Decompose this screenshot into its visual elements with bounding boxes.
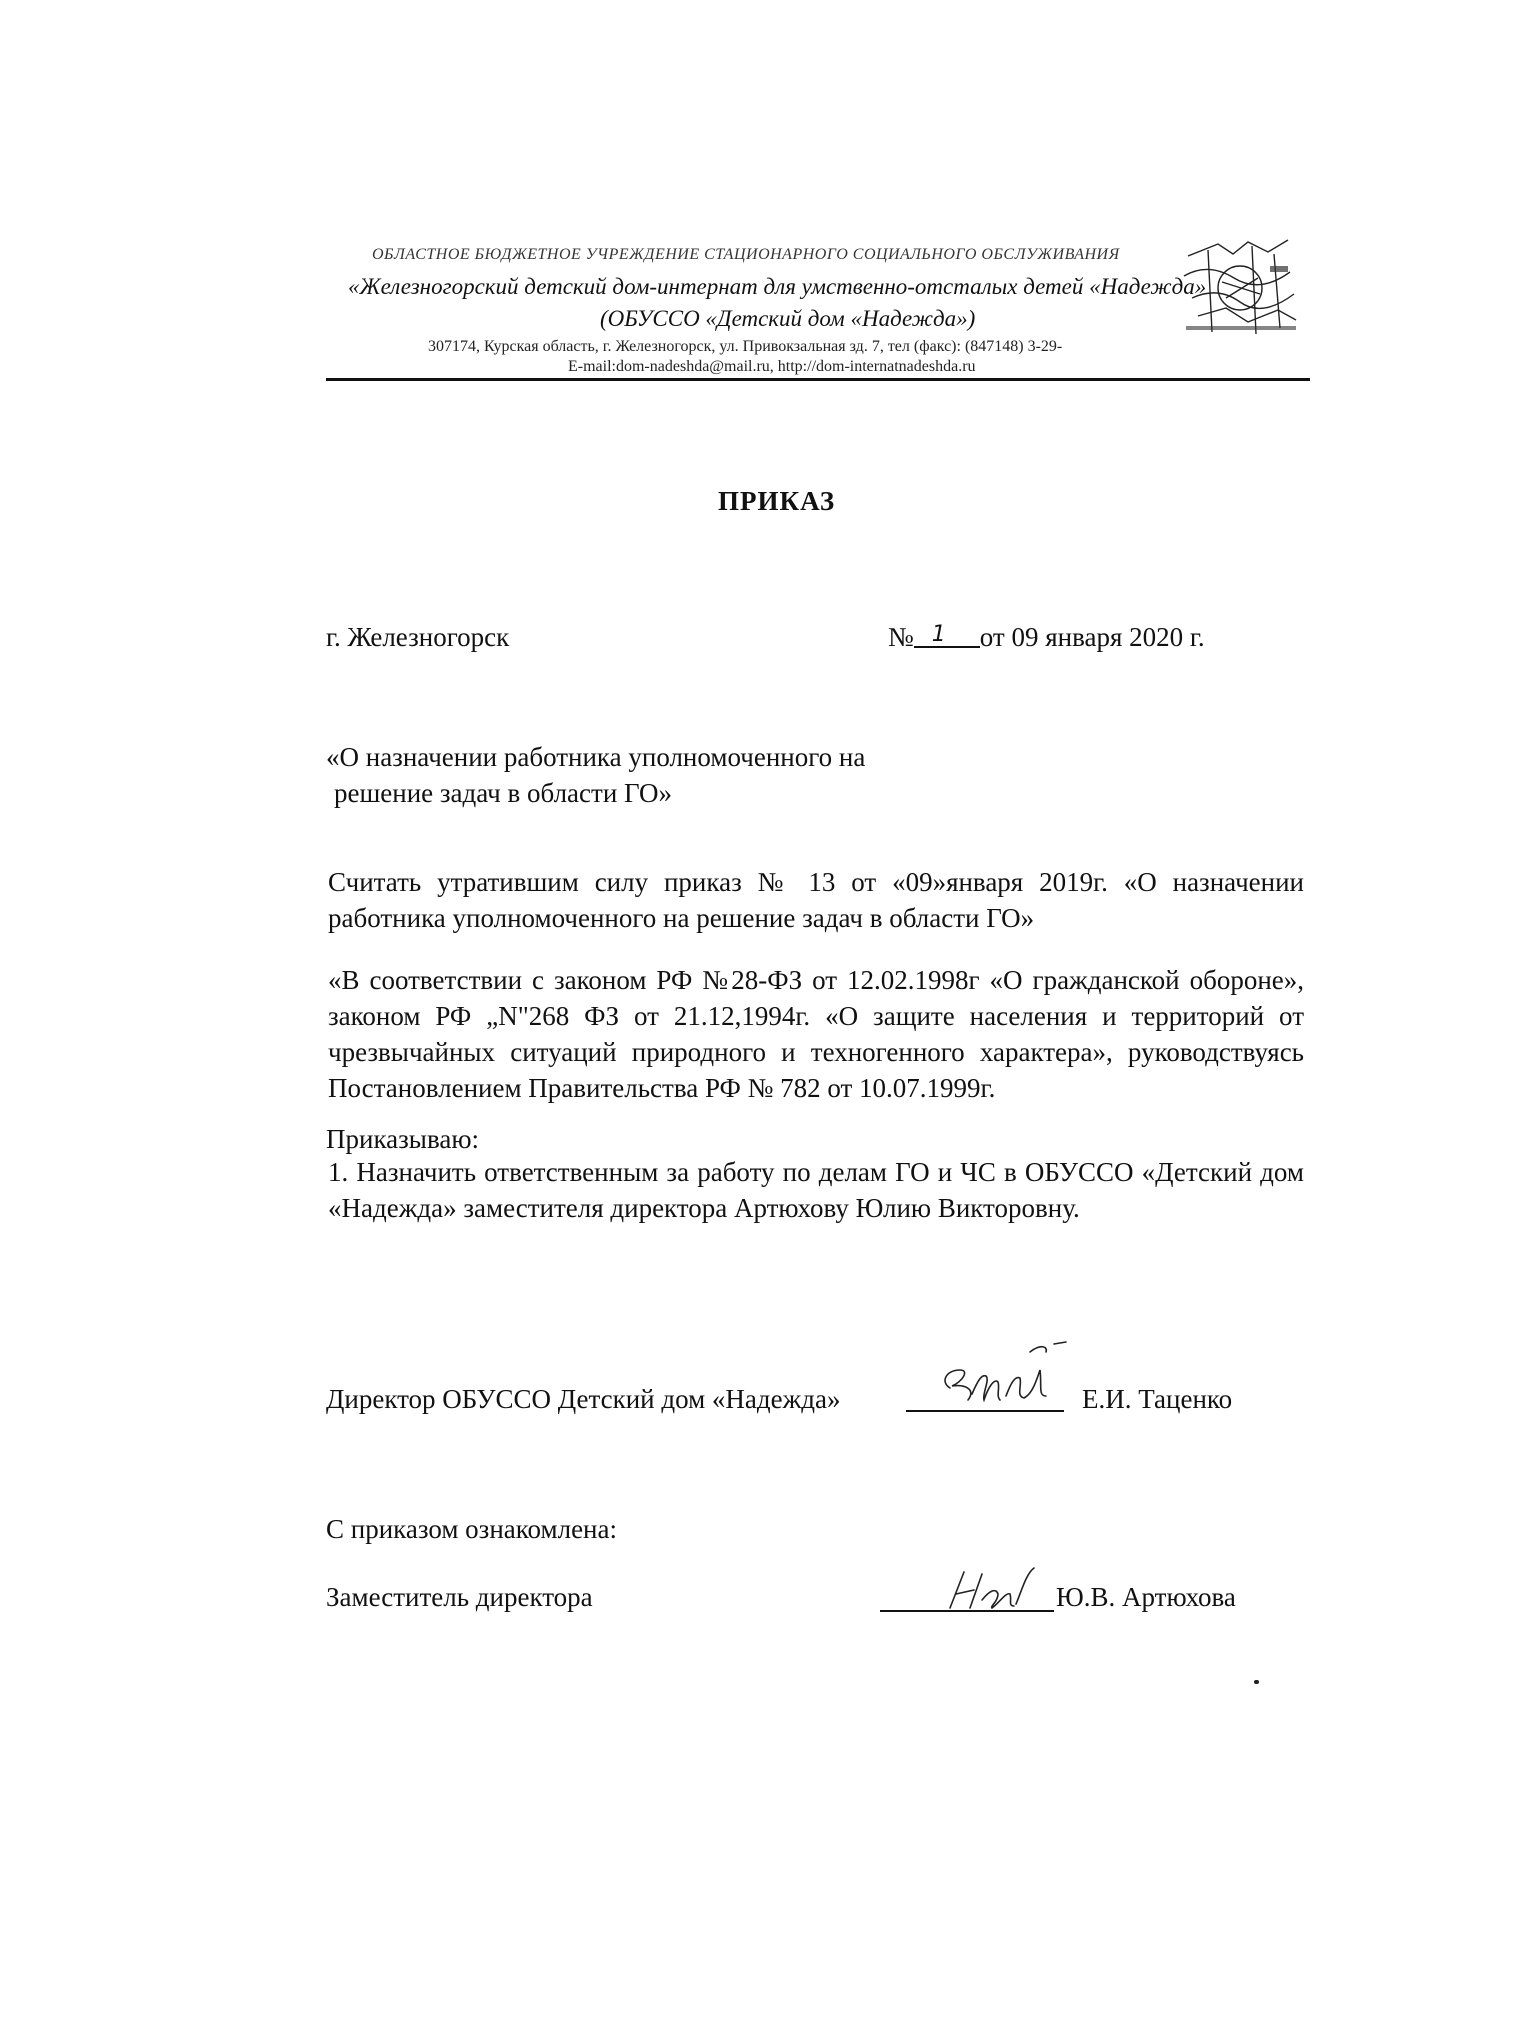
order-item-1: 1. Назначить ответственным за работу по делам ГО и ЧС в ОБУССО «Детский дом «Надежда» заместителя директора Артюхову Юлию Викторовну. bbox=[328, 1157, 1304, 1223]
organization-name: «Железногорский детский дом-интернат для умственно-отсталых детей «Надежда» bbox=[348, 274, 1207, 299]
deputy-name: Ю.В. Артюхова bbox=[1056, 1582, 1236, 1612]
paragraph-legal-basis: «В соответствии с законом РФ №28-ФЗ от 12.02.1998г «О гражданской обороне», законом РФ „N"268 ФЗ от 21.12,1994г. «О защите населения и территорий от чрезвычайных ситуаций природного и техногенного характера», руководствуясь Постановлением Правительства РФ № 782 от 10.07.1999г. bbox=[328, 965, 1304, 1103]
subject-line-2: решение задач в области ГО» bbox=[334, 778, 672, 808]
document-title: ПРИКАЗ bbox=[718, 486, 836, 516]
document-date: от 09 января 2020 г. bbox=[979, 622, 1205, 652]
organization-type: ОБЛАСТНОЕ БЮДЖЕТНОЕ УЧРЕЖДЕНИЕ СТАЦИОНАРНОГО СОЦИАЛЬНОГО ОБСЛУЖИВАНИЯ bbox=[372, 246, 1120, 263]
number-field bbox=[914, 622, 980, 648]
deputy-signature bbox=[930, 1560, 1050, 1616]
director-signature-line bbox=[906, 1410, 1064, 1412]
deputy-title: Заместитель директора bbox=[326, 1582, 593, 1612]
paragraph-revocation: Считать утратившим силу приказ № 13 от «09»января 2019г. «О назначении работника уполномоченного на решение задач в области ГО» bbox=[328, 867, 1304, 933]
scan-speck bbox=[1254, 1680, 1259, 1684]
organization-contacts: E-mail:dom-nadeshda@mail.ru, http://dom-internatnadeshda.ru bbox=[568, 358, 976, 375]
organization-short-name: (ОБУССО «Детский дом «Надежда») bbox=[600, 306, 976, 331]
subject-line-1: «О назначении работника уполномоченного на bbox=[326, 742, 866, 772]
header-divider bbox=[326, 378, 1310, 381]
deputy-signature-line bbox=[880, 1610, 1054, 1612]
handwritten-number: 1 bbox=[931, 622, 946, 647]
number-prefix: № bbox=[888, 622, 914, 652]
director-name: Е.И. Таценко bbox=[1082, 1384, 1233, 1414]
document-city: г. Железногорск bbox=[326, 622, 510, 652]
acknowledgement-label: С приказом ознакомлена: bbox=[326, 1514, 617, 1544]
organization-address: 307174, Курская область, г. Железногорск, ул. Привокзальная зд. 7, тел (факс): (847148) 3-29- bbox=[428, 338, 1063, 355]
stamp-graphic bbox=[1178, 236, 1300, 340]
document-number-date bbox=[888, 622, 1205, 653]
order-heading: Приказываю: bbox=[326, 1124, 479, 1154]
director-title: Директор ОБУССО Детский дом «Надежда» bbox=[326, 1384, 841, 1414]
